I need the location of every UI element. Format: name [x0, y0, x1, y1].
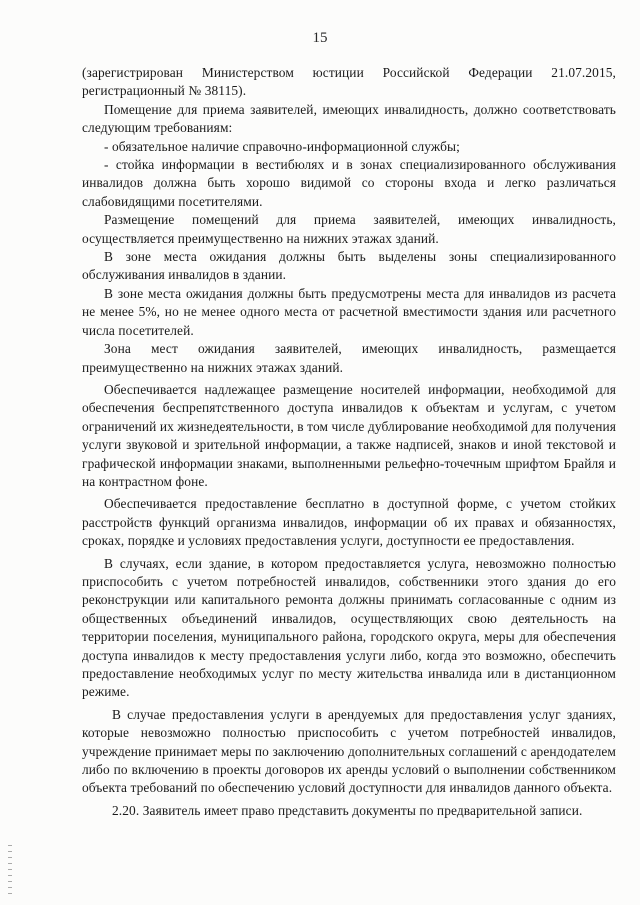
list-item-info-stand: - стойка информации в вестибюлях и в зонах специализированного обслуживания инвалидов должна быть хорошо видимой со стороны входа и легко различаться слабовидящими посетителями. [82, 157, 616, 209]
paragraph-free-information: Обеспечивается предоставление бесплатно в доступной форме, с учетом стойких расстройств функций организма инвалидов, информации об их правах и обязанностях, сроках, порядке и условиях предоставления услуги, доступности ее предоставления. [82, 496, 616, 549]
list-item-info-service: - обязательное наличие справочно-информационной службы; [104, 138, 460, 154]
paragraph-building-adaptation: В случаях, если здание, в котором предоставляется услуга, невозможно полностью приспособить с учетом потребностей инвалидов, собственники этого здания до его реконструкции или капитального ремонта должны принимать согласованные с одним из общественных объединений инвалидов, осуществляющих свою деятельность на территории поселения, муниципального района, городского округа, меры для обеспечения доступа инвалидов к месту предоставления услуги либо, когда это возможно, обеспечить предоставление необходимых услуг по месту жительства инвалида или в дистанционном режиме. [82, 555, 616, 700]
paragraph-waiting-seats: В зоне места ожидания должны быть предусмотрены места для инвалидов из расчета не менее 5%, но не менее одного места от расчетной вместимости здания или расчетного числа посетителей. [82, 285, 616, 338]
paragraph-premises-requirements: Помещение для приема заявителей, имеющих инвалидность, должно соответствовать следующим требованиям: [82, 101, 616, 136]
paragraph-rented-premises: В случае предоставления услуги в арендуемых для предоставления услуг зданиях, которые невозможно полностью приспособить с учетом потребностей инвалидов, учреждение принимает меры по заключению дополнительных соглашений с арендодателем либо по включению в проекты договоров их аренды условий о выполнении собственником объекта требований по обеспечению условий доступности для инвалидов данного объекта. [82, 706, 616, 796]
paragraph-clause-2-20: 2.20. Заявитель имеет право представить документы по предварительной записи. [112, 802, 583, 818]
document-body [82, 64, 616, 820]
paragraph-registration: (зарегистрирован Министерством юстиции Российской Федерации 21.07.2015, регистрационный № 38115). [82, 65, 616, 99]
paragraph-information-carriers: Обеспечивается надлежащее размещение носителей информации, необходимой для обеспечения беспрепятственного доступа инвалидов к объектам и услугам, с учетом ограничений их жизнедеятельности, в том числе дублирование необходимой для получения услуги звуковой и зрительной информации, а также надписей, знаков и иной текстовой и графической информации знаками, выполненными рельефно-точечным шрифтом Брайля и на контрастном фоне. [82, 381, 616, 489]
paragraph-waiting-zones: В зоне места ожидания должны быть выделены зоны специализированного обслуживания инвалидов в здании. [82, 249, 616, 283]
paragraph-waiting-floor: Зона мест ожидания заявителей, имеющих инвалидность, размещается преимущественно на нижних этажах зданий. [82, 341, 616, 375]
page-number: 15 [312, 30, 328, 46]
margin-scan-marks [8, 845, 12, 895]
paragraph-premises-placement: Размещение помещений для приема заявителей, имеющих инвалидность, осуществляется преимущественно на нижних этажах зданий. [82, 212, 616, 246]
